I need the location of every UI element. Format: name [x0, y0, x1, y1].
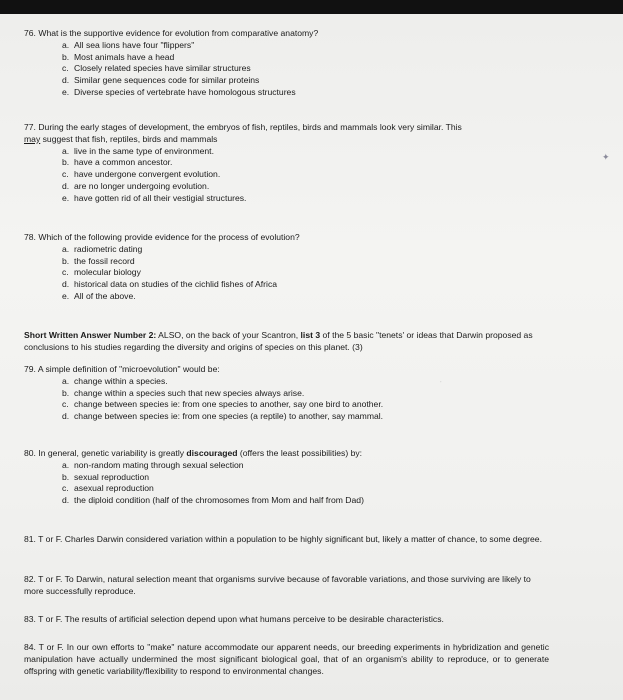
option: a. live in the same type of environment. — [62, 145, 214, 156]
option: a. All sea lions have four "flippers" — [62, 39, 195, 50]
question-76 — [24, 28, 554, 99]
option: d. are no longer undergoing evolution. — [62, 180, 210, 191]
question-82-text: 82. T or F. To Darwin, natural selection meant that organisms survive because of favorable variations, and those surviving are likely to more successfully reproduce. — [24, 574, 531, 596]
option: e. All of the above. — [62, 290, 136, 301]
short-answer-2: Short Written Answer Number 2: ALSO, on the back of your Scantron, list 3 of the 5 basic "tenets' or ideas that Darwin proposed as conclusions to his studies regarding the diversity and origins of species on this planet. (3) — [24, 330, 533, 352]
option: d. change between species ie: from one species (a reptile) to another, say mammal. — [62, 411, 384, 422]
option: b. the fossil record — [62, 255, 135, 266]
question-79 — [24, 364, 554, 423]
question-84-text: 84. T or F. In our own efforts to "make" nature accommodate our apparent needs, our breeding experiments in hybridization and genetic manipulation have actually undermined the most significant biological goal, that of an organism's ability to reproduce, or to generate offspring with genetic variability/flexibility to respond to environmental changes. — [24, 642, 549, 676]
photo-top-edge — [0, 0, 623, 14]
option: b. change within a species such that new species always arise. — [62, 387, 305, 398]
question-78-stem: 78. Which of the following provide evidence for the process of evolution? — [24, 232, 300, 242]
question-83 — [24, 614, 564, 626]
option: c. change between species ie: from one species to another, say one bird to another. — [62, 399, 384, 410]
option: d. Similar gene sequences code for similar proteins — [62, 75, 260, 86]
question-78 — [24, 232, 554, 303]
question-77-options — [24, 146, 564, 205]
question-77-stem: 77. During the early stages of development, the embryos of fish, reptiles, birds and mammals look very similar. This may suggest that fish, reptiles, birds and mammals — [24, 122, 462, 144]
question-80-stem: 80. In general, genetic variability is greatly discouraged (offers the least possibilities) by: — [24, 448, 363, 458]
question-84 — [24, 642, 549, 677]
option: b. have a common ancestor. — [62, 157, 173, 168]
option: d. the diploid condition (half of the chromosomes from Mom and half from Dad) — [62, 495, 364, 506]
option: c. asexual reproduction — [62, 483, 154, 494]
option: e. have gotten rid of all their vestigial structures. — [62, 192, 247, 203]
option: a. non-random mating through sexual selection — [62, 459, 244, 470]
question-81 — [24, 534, 549, 546]
option: a. change within a species. — [62, 375, 168, 386]
question-79-stem: 79. A simple definition of "microevolution" would be: — [24, 364, 220, 374]
question-78-options — [24, 244, 554, 303]
question-76-stem: 76. What is the supportive evidence for evolution from comparative anatomy? — [24, 28, 319, 38]
question-79-options — [24, 376, 554, 423]
question-82 — [24, 574, 549, 598]
option: b. sexual reproduction — [62, 471, 150, 482]
option: c. Closely related species have similar structures — [62, 63, 251, 74]
option: b. Most animals have a head — [62, 51, 175, 62]
option: d. historical data on studies of the cichlid fishes of Africa — [62, 279, 278, 290]
option: c. have undergone convergent evolution. — [62, 169, 221, 180]
question-80-options — [24, 460, 554, 507]
stray-mark-icon: ˙ — [440, 382, 443, 389]
question-80 — [24, 448, 554, 507]
star-mark-icon: ✦ — [602, 152, 610, 162]
option: c. molecular biology — [62, 267, 141, 278]
worksheet-page — [0, 14, 623, 700]
option: e. Diverse species of vertebrate have homologous structures — [62, 86, 296, 97]
question-77 — [24, 122, 564, 205]
question-76-options — [24, 40, 554, 99]
question-81-text: 81. T or F. Charles Darwin considered variation within a population to be highly significant but, likely a matter of chance, to some degree. — [24, 534, 542, 544]
question-83-text: 83. T or F. The results of artificial selection depend upon what humans perceive to be desirable characteristics. — [24, 614, 444, 624]
option: a. radiometric dating — [62, 243, 143, 254]
